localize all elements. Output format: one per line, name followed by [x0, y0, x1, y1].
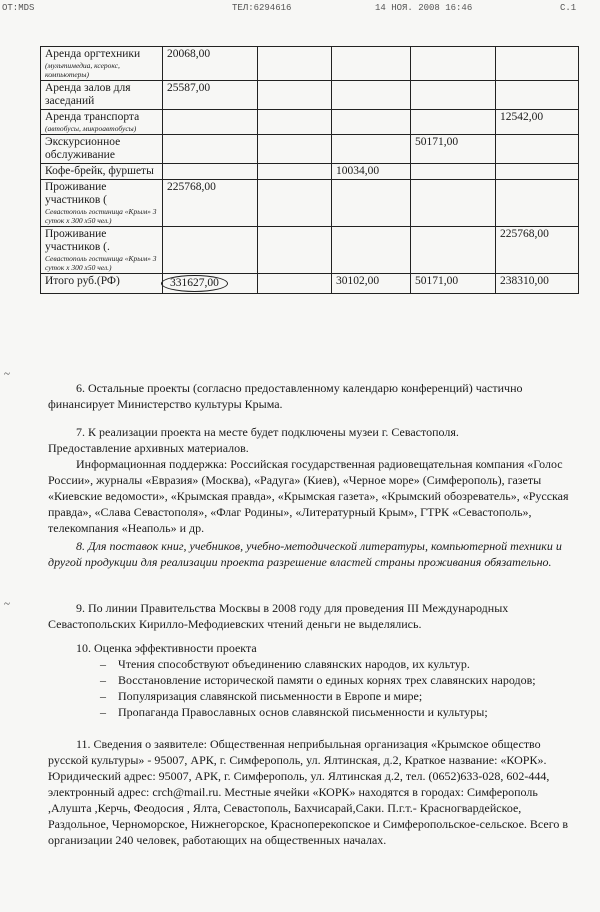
table-cell-value: [163, 164, 258, 180]
paragraph-9-text: 9. По линии Правительства Москвы в 2008 году для проведения III Международных Севастопольских Кирилло-Мефодиевских чтений деньги не выделялись.: [48, 601, 509, 631]
table-cell-value: [411, 47, 496, 81]
table-cell-value: [496, 81, 579, 110]
table-row: [41, 81, 579, 110]
list-item: [100, 672, 576, 688]
table-cell-value: [163, 47, 258, 81]
bullet-text: Популяризация славянской письменности в Европе и мире;: [118, 689, 423, 703]
table-row: [41, 180, 579, 227]
table-cell-item: [41, 227, 163, 274]
table-cell-value: [258, 180, 332, 227]
table-row: [41, 47, 579, 81]
table-cell-value: [163, 227, 258, 274]
table-cell-item: [41, 274, 163, 294]
table-cell-item: [41, 180, 163, 227]
table-cell-value: [258, 227, 332, 274]
table-cell-value: [258, 164, 332, 180]
cell-value: 25587,00: [167, 82, 211, 94]
table-total-row: [41, 274, 579, 294]
cell-value: 30102,00: [336, 275, 380, 287]
table-cell-value: [496, 47, 579, 81]
item-name: Проживание участников (.: [45, 228, 110, 253]
list-item: [100, 656, 576, 672]
table-cell-value: [411, 227, 496, 274]
bullet-dash: –: [100, 705, 106, 719]
table-cell-value: [258, 110, 332, 135]
cell-value: 238310,00: [500, 275, 549, 287]
table-cell-value: [332, 274, 411, 294]
bullet-dash: –: [100, 689, 106, 703]
table-cell-value: [411, 274, 496, 294]
table-cell-value: [496, 164, 579, 180]
paragraph-7-text: 7. К реализации проекта на месте будет подключены музеи г. Севастополя.: [76, 425, 459, 439]
cell-value: 10034,00: [336, 165, 380, 177]
paragraph-10-title: 10. Оценка эффективности проекта: [76, 641, 257, 655]
effectiveness-list: [48, 656, 576, 720]
table-cell-value: [163, 180, 258, 227]
table-cell-value: [163, 110, 258, 135]
table-cell-value: [332, 135, 411, 164]
budget-table: [40, 46, 579, 294]
cell-value: 50171,00: [415, 275, 459, 287]
table-cell-item: [41, 47, 163, 81]
paragraph-8-text: 8. Для поставок книг, учебников, учебно-методической литературы, компьютерной техники и другой продукции для реализации проекта разрешение властей страны проживания обязательно.: [48, 539, 562, 569]
fax-date: 14 НОЯ. 2008 16:46: [375, 3, 473, 13]
paragraph-8: [48, 538, 576, 570]
margin-mark: ~: [4, 598, 10, 610]
table-row: [41, 164, 579, 180]
table-cell-value: [496, 227, 579, 274]
table-cell-value: [258, 135, 332, 164]
table-cell-item: [41, 110, 163, 135]
item-name: Кофе-брейк, фуршеты: [45, 165, 154, 177]
table-cell-value: [332, 110, 411, 135]
table-cell-value: [411, 110, 496, 135]
table-cell-value: [332, 47, 411, 81]
list-item: [100, 688, 576, 704]
table-cell-item: [41, 81, 163, 110]
total-circled-value: 331627,00: [161, 275, 228, 292]
item-name: Аренда транспорта: [45, 111, 140, 123]
item-name: Экскурсионное обслуживание: [45, 136, 121, 161]
table-cell-value: [332, 164, 411, 180]
bullet-dash: –: [100, 673, 106, 687]
table-cell-value: [496, 180, 579, 227]
table-cell-value: [411, 135, 496, 164]
table-cell-value: [411, 164, 496, 180]
table-row: [41, 135, 579, 164]
item-name: Аренда залов для заседаний: [45, 82, 131, 107]
item-note: Севастополь гостиница «Крым» 3 суток х 300 х50 чел.): [45, 254, 157, 272]
table-cell-value: [258, 81, 332, 110]
table-cell-value: [332, 227, 411, 274]
paragraph-10: [48, 640, 576, 720]
table-cell-value: [332, 81, 411, 110]
table-cell-value: [496, 135, 579, 164]
item-note: (мультимедиа, ксерокс, компьютеры): [45, 61, 120, 79]
table-cell-item: [41, 135, 163, 164]
cell-value: 50171,00: [415, 136, 459, 148]
table-cell-value: [496, 110, 579, 135]
cell-value: 225768,00: [167, 181, 216, 193]
fax-sender: OT:MDS: [2, 3, 35, 13]
paragraph-7-info-support: Информационная поддержка: Российская государственная радиовещательная компания «Голос России», журналы «Евразия» (Москва), «Радуга» (Киев), «Черное море» (Симферополь), газеты «Киевские ведомости», «Крымская правда», «Крымская газета», «Крымский обозреватель», «Русская правда», «Слава Севастополя», «Флаг Родины», «Литературный Крым», ГТРК «Севастополь», телекомпания «Неаполь» и др.: [48, 457, 569, 535]
paragraph-9: [48, 600, 576, 632]
cell-value: 12542,00: [500, 111, 544, 123]
cell-value: 20068,00: [167, 48, 211, 60]
table-row: [41, 110, 579, 135]
bullet-text: Пропаганда Православных основ славянской письменности и культуры;: [118, 705, 488, 719]
bullet-text: Восстановление исторической памяти о единых корнях трех славянских народов;: [118, 673, 536, 687]
paragraph-11-text: 11. Сведения о заявителе: Общественная неприбыльная организация «Крымское общество русской культуры» - 95007, АРК, г. Симферополь, ул. Ялтинская, д.2, Краткое название: «КОРК». Юридический адрес: 95007, АРК, г. Симферополь, ул. Ялтинская д.2, тел. (0652)633-028, 602-444, электронный адрес: crch@mail.ru. Местные ячейки «КОРК» находятся в городах: Симферополь ,Алушта ,Керчь, Феодосия , Ялта, Севастополь, Бахчисарай,Саки. П.г.т.- Красногвардейское, Раздольное, Черноморское, Нижнегорское, Красноперекопское и Симферопольское-сельское. Всего в организации 240 человек, работающих на общественных началах.: [48, 737, 568, 847]
item-name: Итого руб.(РФ): [45, 275, 120, 287]
bullet-dash: –: [100, 657, 106, 671]
bullet-text: Чтения способствуют объединению славянских народов, их культур.: [118, 657, 470, 671]
table-cell-value: [258, 47, 332, 81]
table-cell-value: [411, 180, 496, 227]
table-cell-value: [332, 180, 411, 227]
table-row: [41, 227, 579, 274]
fax-tel: ТЕЛ:6294616: [232, 3, 292, 13]
item-name: Аренда оргтехники: [45, 48, 141, 60]
paragraph-6: [48, 380, 576, 412]
list-item: [100, 704, 576, 720]
item-note: (автобусы, микроавтобусы): [45, 124, 137, 133]
table-cell-value: [163, 274, 258, 294]
paragraph-11: [48, 736, 576, 848]
fax-page: С.1: [560, 3, 577, 13]
fax-header: [0, 3, 600, 17]
table-cell-value: [411, 81, 496, 110]
item-note: Севастополь гостиница «Крым» 3 суток х 300 х50 чел.): [45, 207, 157, 225]
table-cell-item: [41, 164, 163, 180]
margin-mark: ~: [4, 368, 10, 380]
paragraph-6-text: 6. Остальные проекты (согласно предоставленному календарю конференций) частично финансирует Министерство культуры Крыма.: [48, 381, 523, 411]
table-cell-value: [496, 274, 579, 294]
table-cell-value: [258, 274, 332, 294]
paragraph-7: [48, 424, 576, 536]
paragraph-7-archives: Предоставление архивных материалов.: [48, 441, 249, 455]
table-cell-value: [163, 81, 258, 110]
cell-value: 225768,00: [500, 228, 549, 240]
table-cell-value: [163, 135, 258, 164]
item-name: Проживание участников (: [45, 181, 107, 206]
